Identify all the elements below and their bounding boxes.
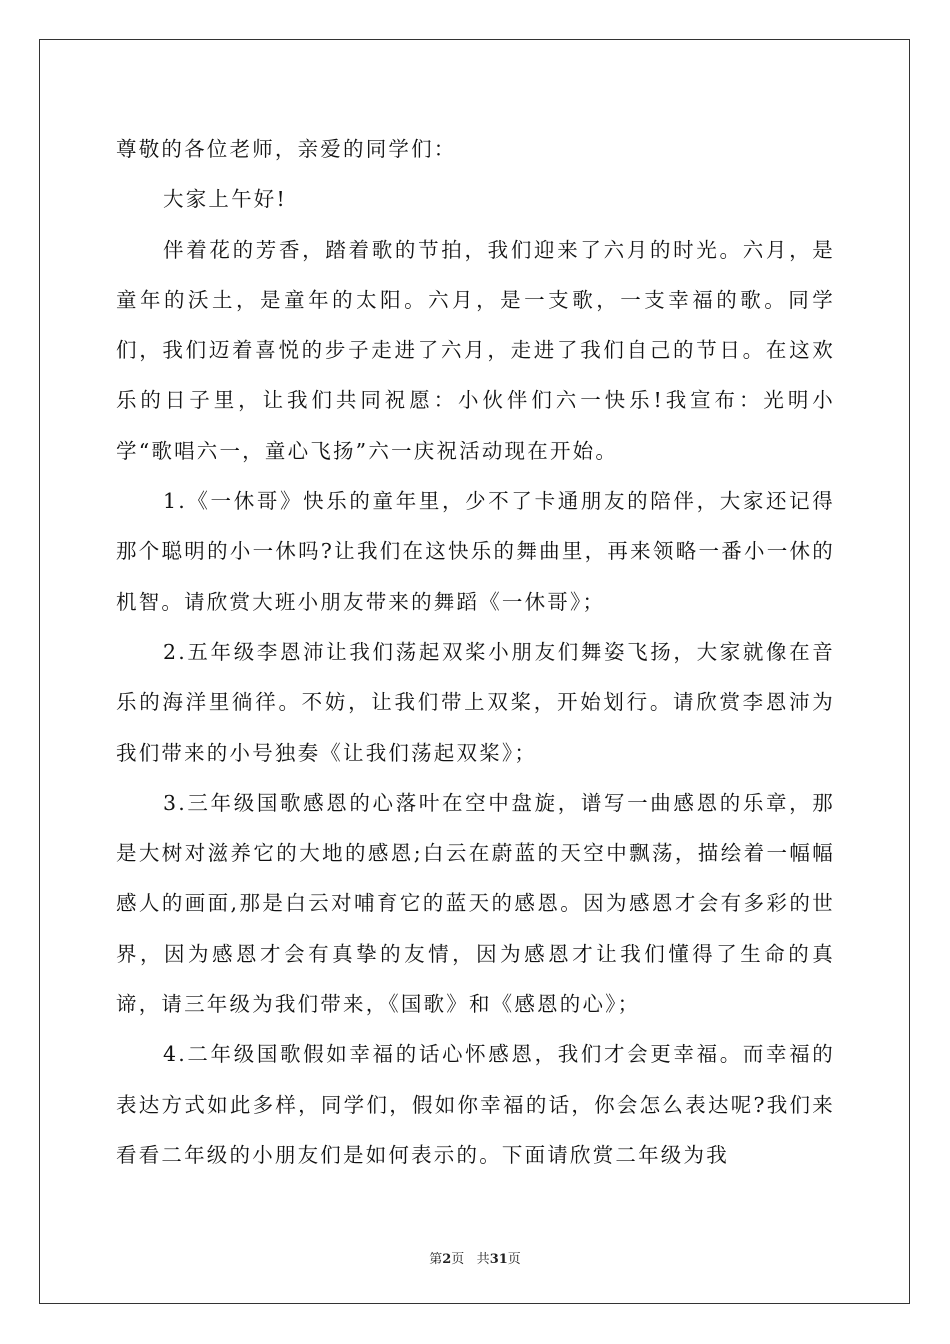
footer-total-suffix: 页: [507, 1252, 521, 1267]
current-page-number: 2: [442, 1252, 452, 1267]
paragraph-program-4: 4.二年级国歌假如幸福的话心怀感恩，我们才会更幸福。而幸福的表达方式如此多样，同学们，假如你幸福的话，你会怎么表达呢?我们来看看二年级的小朋友们是如何表示的。下面请欣赏二年级为我: [116, 1042, 835, 1167]
document-body: [116, 124, 835, 1180]
paragraph-program-2: 2.五年级李恩沛让我们荡起双桨小朋友们舞姿飞扬，大家就像在音乐的海洋里徜徉。不妨，让我们带上双桨，开始划行。请欣赏李恩沛为我们带来的小号独奏《让我们荡起双桨》；: [116, 639, 835, 765]
greeting-line: 尊敬的各位老师，亲爱的同学们：: [116, 137, 457, 161]
total-pages-number: 31: [489, 1252, 508, 1267]
footer-prefix: 第: [429, 1252, 443, 1267]
footer-page-suffix: 页: [451, 1252, 465, 1267]
page-footer: [0, 1248, 950, 1267]
footer-total-prefix: 共: [476, 1252, 490, 1267]
paragraph-salutation: 大家上午好!: [163, 187, 287, 212]
paragraph-program-1: 1.《一休哥》快乐的童年里，少不了卡通朋友的陪伴，大家还记得那个聪明的小一休吗?让我们在这快乐的舞曲里，再来领略一番小一休的机智。请欣赏大班小朋友带来的舞蹈《一休哥》；: [116, 489, 835, 614]
paragraph-opening: 伴着花的芳香，踏着歌的节拍，我们迎来了六月的时光。六月，是童年的沃土，是童年的太阳。六月，是一支歌，一支幸福的歌。同学们，我们迈着喜悦的步子走进了六月，走进了我们自己的节日。在这欢乐的日子里，让我们共同祝愿：小伙伴们六一快乐!我宣布：光明小学“歌唱六一，童心飞扬”六一庆祝活动现在开始。: [116, 237, 835, 463]
paragraph-program-3: 3.三年级国歌感恩的心落叶在空中盘旋，谱写一曲感恩的乐章，那是大树对滋养它的大地的感恩;白云在蔚蓝的天空中飘荡，描绘着一幅幅感人的画面,那是白云对哺育它的蓝天的感恩。因为感恩才会有多彩的世界，因为感恩才会有真挚的友情，因为感恩才让我们懂得了生命的真谛，请三年级为我们带来，《国歌》和《感恩的心》；: [116, 790, 835, 1017]
